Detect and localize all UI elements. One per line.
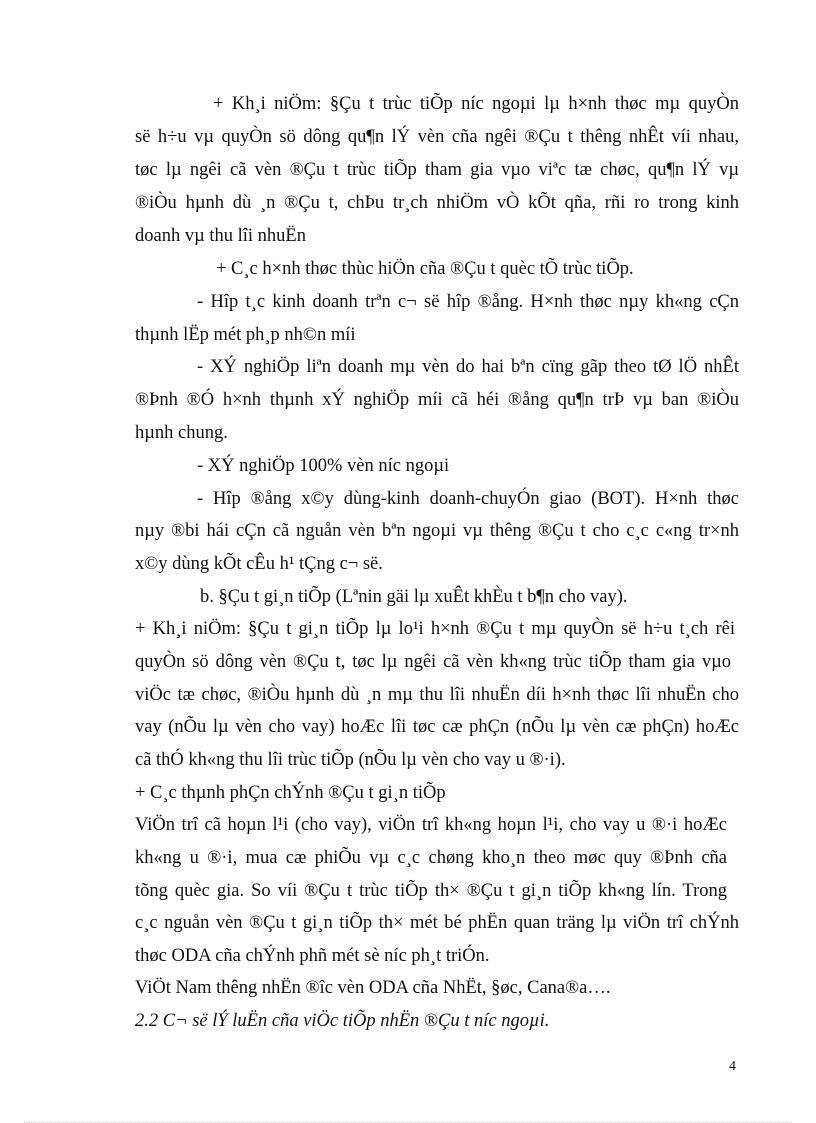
text-line: - XÝ nghiÖp liªn doanh mµ vèn do hai bªn cïng gãp theo tØ lÖ nhÊt: [197, 357, 739, 377]
section-heading: 2.2 C¬ së lÝ luËn cña viÖc tiÕp nhËn ®Çu t níc ngoµi.: [135, 1011, 550, 1031]
text-line: viÖc tæ chøc, ®iÒu hµnh dù ¸n mµ thu lîi nhuËn díi h×nh thøc lîi nhuËn cho: [135, 685, 739, 705]
text-line: vay (nÕu lµ vèn cho vay) hoÆc lîi tøc cæ phÇn (nÕu lµ vèn cæ phÇn) hoÆc: [135, 717, 739, 737]
text-line: x©y dùng kÕt cÊu h¹ tÇng c¬ së.: [135, 554, 383, 574]
text-line: + C¸c h×nh thøc thùc hiÖn cña ®Çu t quèc tÕ trùc tiÕp.: [216, 259, 634, 279]
text-line: kh«ng u ®·i, mua cæ phiÕu vµ c¸c chøng kho¸n theo møc quy ®Þnh cña: [135, 848, 727, 868]
text-line: tõng quèc gia. So víi ®Çu t trùc tiÕp th× ®Çu t gi¸n tiÕp kh«ng lín. Trong: [135, 881, 727, 901]
text-line: doanh vµ thu lîi nhuËn: [135, 226, 306, 246]
text-line: tøc lµ ngêi cã vèn ®Çu t trùc tiÕp tham gia vµo viªc tæ chøc, qu¶n lÝ vµ: [135, 160, 739, 180]
text-line: ®Þnh ®Ó h×nh thµnh xÝ nghiÖp míi cã héi ®ång qu¶n trÞ vµ ban ®iÒu: [135, 390, 739, 410]
text-line: + Kh¸i niÖm: §Çu t trùc tiÕp níc ngoµi lµ h×nh thøc mµ quyÒn: [213, 94, 739, 114]
text-line: + Kh¸i niÖm: §Çu t gi¸n tiÕp lµ lo¹i h×nh ®Çu t mµ quyÒn së h÷u t¸ch rêi: [135, 619, 735, 639]
text-line: cã thÓ kh«ng thu lîi trùc tiÕp (nÕu lµ vèn cho vay u ®·i).: [135, 750, 566, 770]
text-line: quyÒn sö dông vèn ®Çu t, tøc lµ ngêi cã vèn kh«ng trùc tiÕp tham gia vµo: [135, 652, 731, 672]
text-line: thµnh lËp mét ph¸p nh©n míi: [135, 325, 356, 345]
text-line: c¸c nguån vèn ®Çu t gi¸n tiÕp th× mét bé phËn quan träng lµ viÖn trî chÝnh: [135, 913, 739, 933]
text-line: - XÝ nghiÖp 100% vèn níc ngoµi: [197, 456, 450, 476]
text-line: thøc ODA cña chÝnh phñ mét sè níc ph¸t triÓn.: [135, 946, 490, 966]
text-line: - Hîp t¸c kinh doanh trªn c¬ së hîp ®ång. H×nh thøc nµy kh«ng cÇn: [197, 292, 739, 312]
text-line: ViÖt Nam thêng nhËn ®îc vèn ODA cña NhËt, §øc, Cana®a….: [135, 978, 611, 998]
text-line: ViÖn trî cã hoµn l¹i (cho vay), viÖn trî kh«ng hoµn l¹i, cho vay u ®·i hoÆc: [135, 815, 727, 835]
text-line: nµy ®bi hái cÇn cã nguån vèn bªn ngoµi vµ thêng ®Çu t cho c¸c c«ng tr×nh: [135, 521, 739, 541]
text-line: b. §Çu t gi¸n tiÕp (Lªnin gäi lµ xuÊt khÈu t b¶n cho vay).: [200, 587, 628, 607]
text-line: së h÷u vµ quyÒn sö dông qu¶n lÝ vèn cña ngêi ®Çu t thêng nhÊt víi nhau,: [135, 127, 739, 147]
text-line: ®iÒu hµnh dù ¸n ®Çu t, chÞu tr¸ch nhiÖm vÒ kÕt qña, rñi ro trong kinh: [135, 193, 739, 213]
text-line: + C¸c thµnh phÇn chÝnh ®Çu t gi¸n tiÕp: [135, 783, 446, 803]
text-line: - Hîp ®ång x©y dùng-kinh doanh-chuyÓn giao (BOT). H×nh thøc: [197, 489, 739, 509]
text-line: hµnh chung.: [135, 423, 228, 443]
page-number: 4: [729, 1059, 736, 1074]
